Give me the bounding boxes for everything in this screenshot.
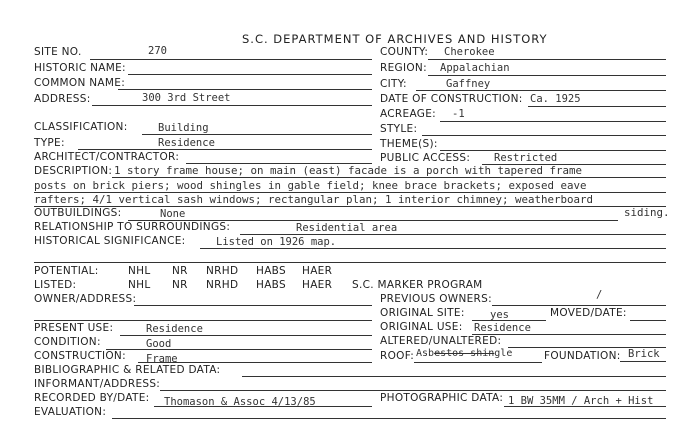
present-use-value: Residence bbox=[146, 323, 203, 335]
address-value: 300 3rd Street bbox=[142, 92, 231, 104]
style-line bbox=[422, 135, 666, 136]
roof-line bbox=[414, 362, 542, 363]
construction-label: CONSTRUCTION: bbox=[34, 350, 126, 362]
city-label: CITY: bbox=[380, 78, 407, 90]
address-line bbox=[92, 105, 372, 106]
listed-code-nhl: NHL bbox=[128, 279, 151, 291]
outbuildings-label: OUTBUILDINGS: bbox=[34, 207, 122, 219]
county-line bbox=[428, 59, 666, 60]
previous-owners-line bbox=[492, 305, 666, 306]
roof-value-struck: estos shin bbox=[434, 348, 495, 359]
roof-value bbox=[416, 348, 512, 360]
potential-code-nhl: NHL bbox=[128, 265, 151, 277]
listed-code-nrhd: NRHD bbox=[206, 279, 239, 291]
region-value: Appalachian bbox=[440, 62, 510, 74]
owner-line bbox=[134, 305, 372, 306]
recorded-value: Thomason & Assoc 4/13/85 bbox=[164, 396, 316, 408]
region-line bbox=[428, 75, 666, 76]
address-label: ADDRESS: bbox=[34, 93, 91, 105]
condition-line bbox=[106, 349, 372, 350]
potential-code-nrhd: NRHD bbox=[206, 265, 239, 277]
public-access-label: PUBLIC ACCESS: bbox=[380, 152, 471, 164]
theme-label: THEME(S): bbox=[380, 138, 438, 150]
description-line-4: siding. bbox=[624, 206, 670, 219]
roof-value-start: Asb bbox=[416, 348, 435, 359]
moved-line bbox=[630, 320, 666, 321]
description-rule-3 bbox=[34, 206, 666, 207]
marker-program-label: S.C. MARKER PROGRAM bbox=[352, 279, 483, 291]
description-label: DESCRIPTION: bbox=[34, 165, 113, 177]
common-name-label: COMMON NAME: bbox=[34, 77, 126, 89]
foundation-value: Brick bbox=[628, 348, 660, 360]
card-title: S.C. DEPARTMENT OF ARCHIVES AND HISTORY bbox=[242, 32, 548, 46]
condition-label: CONDITION: bbox=[34, 336, 101, 348]
potential-code-haer: HAER bbox=[302, 265, 333, 277]
significance-label: HISTORICAL SIGNIFICANCE: bbox=[34, 235, 186, 247]
evaluation-label: EVALUATION: bbox=[34, 406, 107, 418]
photographic-value: 1 BW 35MM / Arch + Hist bbox=[508, 395, 654, 407]
owner-line-2 bbox=[34, 320, 372, 321]
historic-name-line bbox=[128, 74, 372, 75]
bibliographic-line bbox=[242, 376, 666, 377]
altered-label: ALTERED/UNALTERED: bbox=[380, 335, 502, 347]
present-use-line bbox=[120, 335, 372, 336]
previous-owners-label: PREVIOUS OWNERS: bbox=[380, 293, 492, 305]
listed-label: LISTED: bbox=[34, 279, 77, 291]
public-access-value: Restricted bbox=[494, 152, 558, 164]
type-value: Residence bbox=[158, 137, 215, 149]
county-value: Cherokee bbox=[444, 46, 495, 58]
acreage-value: -1 bbox=[452, 108, 465, 120]
evaluation-line bbox=[112, 418, 666, 419]
roof-label: ROOF: bbox=[380, 350, 415, 362]
site-no-label: SITE NO. bbox=[34, 46, 82, 58]
listed-code-haer: HAER bbox=[302, 279, 333, 291]
owner-label: OWNER/ADDRESS: bbox=[34, 293, 137, 305]
significance-line bbox=[200, 248, 666, 249]
moved-label: MOVED/DATE: bbox=[550, 307, 627, 319]
recorded-line bbox=[154, 406, 372, 407]
classification-label: CLASSIFICATION: bbox=[34, 121, 128, 133]
potential-code-nr: NR bbox=[172, 265, 188, 277]
listed-code-habs: HABS bbox=[256, 279, 286, 291]
significance-line-2 bbox=[34, 262, 666, 263]
theme-line bbox=[440, 150, 666, 151]
construction-value: Frame bbox=[146, 353, 178, 365]
historic-name-label: HISTORIC NAME: bbox=[34, 62, 126, 74]
site-no-value: 270 bbox=[148, 45, 167, 57]
significance-value: Listed on 1926 map. bbox=[216, 236, 337, 248]
present-use-label: PRESENT USE: bbox=[34, 322, 114, 334]
surroundings-label: RELATIONSHIP TO SURROUNDINGS: bbox=[34, 221, 231, 233]
foundation-line bbox=[620, 361, 666, 362]
original-use-value: Residence bbox=[474, 322, 531, 334]
type-label: TYPE: bbox=[34, 137, 65, 149]
surroundings-value: Residential area bbox=[296, 222, 398, 234]
date-line bbox=[528, 106, 666, 107]
original-use-label: ORIGINAL USE: bbox=[380, 321, 463, 333]
condition-value: Good bbox=[146, 338, 172, 350]
region-label: REGION: bbox=[380, 62, 427, 74]
listed-code-nr: NR bbox=[172, 279, 188, 291]
potential-code-habs: HABS bbox=[256, 265, 286, 277]
description-rule-1 bbox=[112, 177, 666, 178]
classification-value: Building bbox=[158, 122, 209, 134]
surroundings-line bbox=[240, 234, 666, 235]
informant-line bbox=[160, 390, 666, 391]
informant-label: INFORMANT/ADDRESS: bbox=[34, 378, 161, 390]
description-line-1: 1 story frame house; on main (east) facade is a porch with tapered frame bbox=[114, 164, 583, 177]
type-line bbox=[78, 149, 372, 150]
photographic-line bbox=[504, 406, 666, 407]
description-line-2: posts on brick piers; wood shingles in gable field; knee brace brackets; exposed eave bbox=[34, 179, 587, 192]
city-value: Gaffney bbox=[446, 78, 491, 90]
acreage-label: ACREAGE: bbox=[380, 108, 436, 120]
date-label: DATE OF CONSTRUCTION: bbox=[380, 93, 523, 105]
potential-label: POTENTIAL: bbox=[34, 265, 99, 277]
common-name-line bbox=[118, 89, 372, 90]
description-line-3: rafters; 4/1 vertical sash windows; rectangular plan; 1 interior chimney; weatherboard bbox=[34, 193, 594, 206]
site-no-line bbox=[90, 59, 372, 60]
bibliographic-label: BIBLIOGRAPHIC & RELATED DATA: bbox=[34, 364, 221, 376]
original-site-value: yes bbox=[490, 309, 509, 321]
roof-value-end: gle bbox=[494, 348, 513, 359]
original-site-label: ORIGINAL SITE: bbox=[380, 307, 465, 319]
foundation-label: FOUNDATION: bbox=[544, 350, 621, 362]
original-site-line bbox=[472, 320, 546, 321]
date-value: Ca. 1925 bbox=[530, 93, 581, 105]
architect-label: ARCHITECT/CONTRACTOR: bbox=[34, 151, 180, 163]
moved-mark: / bbox=[596, 289, 603, 301]
county-label: COUNTY: bbox=[380, 46, 429, 58]
construction-line bbox=[138, 362, 372, 363]
photographic-label: PHOTOGRAPHIC DATA: bbox=[380, 392, 504, 404]
style-label: STYLE: bbox=[380, 123, 418, 135]
classification-line bbox=[142, 134, 372, 135]
city-line bbox=[416, 90, 666, 91]
recorded-label: RECORDED BY/DATE: bbox=[34, 392, 150, 404]
acreage-line bbox=[440, 121, 666, 122]
outbuildings-value: None bbox=[160, 208, 186, 220]
